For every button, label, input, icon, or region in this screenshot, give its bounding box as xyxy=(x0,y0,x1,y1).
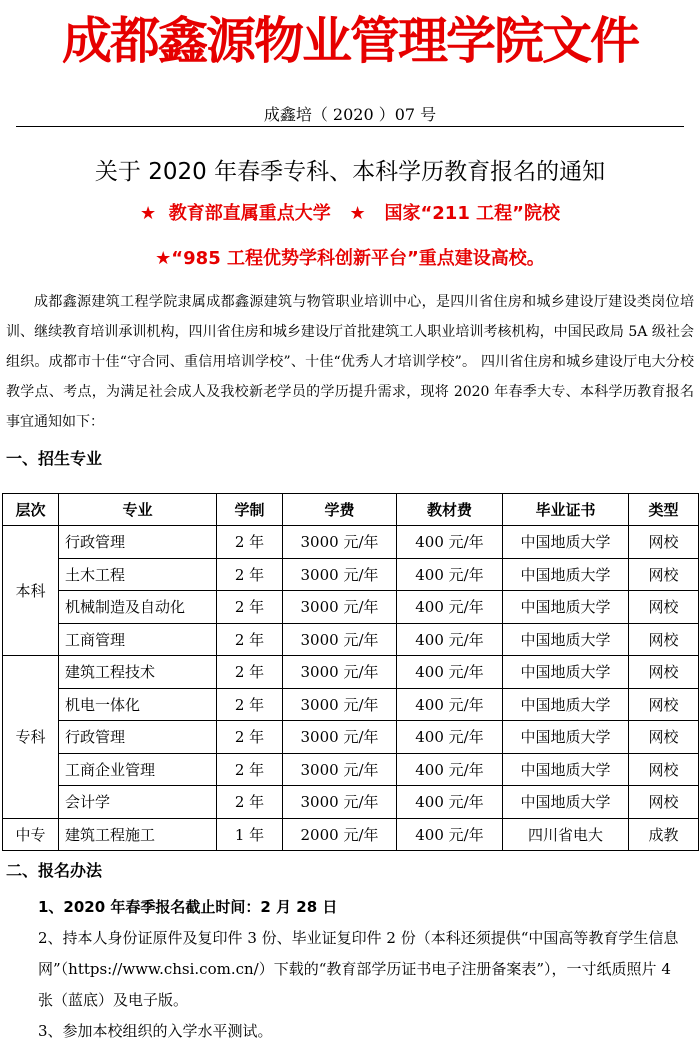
duration-cell: 2 年 xyxy=(217,656,283,689)
major-cell: 工商管理 xyxy=(59,623,217,656)
major-cell: 会计学 xyxy=(59,786,217,819)
duration-cell: 2 年 xyxy=(217,526,283,559)
tuition-cell: 3000 元/年 xyxy=(283,688,397,721)
major-cell: 建筑工程技术 xyxy=(59,656,217,689)
column-header-diploma: 毕业证书 xyxy=(503,494,629,526)
tuition-cell: 3000 元/年 xyxy=(283,721,397,754)
major-cell: 工商企业管理 xyxy=(59,753,217,786)
column-header-textbook-fee: 教材费 xyxy=(397,494,503,526)
column-header-type: 类型 xyxy=(629,494,699,526)
majors-table xyxy=(2,493,699,851)
column-header-duration: 学制 xyxy=(217,494,283,526)
diploma-cell: 中国地质大学 xyxy=(503,721,629,754)
column-header-major: 专业 xyxy=(59,494,217,526)
level-cell: 中专 xyxy=(3,818,59,851)
type-cell: 网校 xyxy=(629,558,699,591)
table-header-row xyxy=(3,494,699,526)
textbook-fee-cell: 400 元/年 xyxy=(397,753,503,786)
diploma-cell: 中国地质大学 xyxy=(503,623,629,656)
document-header-title: 成都鑫源物业管理学院文件 xyxy=(62,12,638,70)
section-heading-registration: 二、报名办法 xyxy=(6,861,103,880)
tuition-cell: 3000 元/年 xyxy=(283,753,397,786)
type-cell: 成教 xyxy=(629,818,699,851)
intro-paragraph: 成都鑫源建筑工程学院隶属成都鑫源建筑与物管职业培训中心，是四川省住房和城乡建设厅建设类岗位培训、继续教育培训承训机构，四川省住房和城乡建设厅首批建筑工人职业培训考核机构，中国民政局 5A 级社会组织。成都市十佳“守合同、重信用培训学校”、十佳“优秀人才培训学校”。 四川省住房和城乡建设厅电大分校教学点、考点，为满足社会成人及我校新老学员的学历提升需求，现将 2020 年春季大专、本科学历教育报名事宜通知如下： xyxy=(6,294,694,430)
textbook-fee-cell: 400 元/年 xyxy=(397,656,503,689)
type-cell: 网校 xyxy=(629,753,699,786)
type-cell: 网校 xyxy=(629,591,699,624)
tuition-cell: 3000 元/年 xyxy=(283,526,397,559)
type-cell: 网校 xyxy=(629,688,699,721)
table-row xyxy=(3,688,699,721)
tuition-cell: 3000 元/年 xyxy=(283,591,397,624)
textbook-fee-cell: 400 元/年 xyxy=(397,526,503,559)
table-row xyxy=(3,753,699,786)
duration-cell: 2 年 xyxy=(217,623,283,656)
major-cell: 行政管理 xyxy=(59,526,217,559)
duration-cell: 2 年 xyxy=(217,591,283,624)
diploma-cell: 中国地质大学 xyxy=(503,786,629,819)
step-item-2: 2、持本人身份证原件及复印件 3 份、毕业证复印件 2 份（本科还须提供“中国高等教育学生信息网”（https://www.chsi.com.cn/）下载的“教育部学历证书电子注册备案表”），一寸纸质照片 4 张（蓝底）及电子版。 xyxy=(38,929,679,1009)
duration-cell: 2 年 xyxy=(217,558,283,591)
header-divider xyxy=(16,126,684,127)
type-cell: 网校 xyxy=(629,721,699,754)
textbook-fee-cell: 400 元/年 xyxy=(397,623,503,656)
step-item-3: 3、参加本校组织的入学水平测试。 xyxy=(38,1022,273,1040)
tuition-cell: 3000 元/年 xyxy=(283,558,397,591)
diploma-cell: 中国地质大学 xyxy=(503,558,629,591)
major-cell: 土木工程 xyxy=(59,558,217,591)
textbook-fee-cell: 400 元/年 xyxy=(397,721,503,754)
type-cell: 网校 xyxy=(629,623,699,656)
section-heading-majors: 一、招生专业 xyxy=(6,449,103,468)
level-cell: 本科 xyxy=(3,526,59,656)
column-header-tuition: 学费 xyxy=(283,494,397,526)
column-header-level: 层次 xyxy=(3,494,59,526)
table-body xyxy=(3,526,699,851)
duration-cell: 2 年 xyxy=(217,721,283,754)
table-row xyxy=(3,786,699,819)
registration-steps xyxy=(38,892,690,1047)
table-row xyxy=(3,656,699,689)
diploma-cell: 中国地质大学 xyxy=(503,688,629,721)
major-cell: 机械制造及自动化 xyxy=(59,591,217,624)
diploma-cell: 中国地质大学 xyxy=(503,591,629,624)
duration-cell: 1 年 xyxy=(217,818,283,851)
textbook-fee-cell: 400 元/年 xyxy=(397,591,503,624)
diploma-cell: 中国地质大学 xyxy=(503,526,629,559)
tuition-cell: 3000 元/年 xyxy=(283,623,397,656)
table-row xyxy=(3,721,699,754)
major-cell: 机电一体化 xyxy=(59,688,217,721)
table-row xyxy=(3,623,699,656)
major-cell: 建筑工程施工 xyxy=(59,818,217,851)
tuition-cell: 3000 元/年 xyxy=(283,656,397,689)
type-cell: 网校 xyxy=(629,786,699,819)
textbook-fee-cell: 400 元/年 xyxy=(397,786,503,819)
slogan-line-2: ★“985 工程优势学科创新平台”重点建设高校。 xyxy=(155,248,545,269)
duration-cell: 2 年 xyxy=(217,753,283,786)
diploma-cell: 中国地质大学 xyxy=(503,753,629,786)
document-number: 成鑫培（ 2020 ）07 号 xyxy=(263,105,437,124)
duration-cell: 2 年 xyxy=(217,688,283,721)
table-row xyxy=(3,591,699,624)
textbook-fee-cell: 400 元/年 xyxy=(397,688,503,721)
type-cell: 网校 xyxy=(629,526,699,559)
textbook-fee-cell: 400 元/年 xyxy=(397,818,503,851)
step-item-1 xyxy=(38,892,690,923)
level-cell: 专科 xyxy=(3,656,59,819)
tuition-cell: 3000 元/年 xyxy=(283,786,397,819)
diploma-cell: 四川省电大 xyxy=(503,818,629,851)
major-cell: 行政管理 xyxy=(59,721,217,754)
notice-title: 关于 2020 年春季专科、本科学历教育报名的通知 xyxy=(94,159,606,185)
slogan-line-1: ★ 教育部直属重点大学 ★ 国家“211 工程”院校 xyxy=(140,203,560,224)
table-row xyxy=(3,558,699,591)
textbook-fee-cell: 400 元/年 xyxy=(397,558,503,591)
table-row xyxy=(3,818,699,851)
diploma-cell: 中国地质大学 xyxy=(503,656,629,689)
table-row xyxy=(3,526,699,559)
type-cell: 网校 xyxy=(629,656,699,689)
tuition-cell: 2000 元/年 xyxy=(283,818,397,851)
duration-cell: 2 年 xyxy=(217,786,283,819)
step-text: 1、2020 年春季报名截止时间：2 月 28 日 xyxy=(38,898,338,916)
